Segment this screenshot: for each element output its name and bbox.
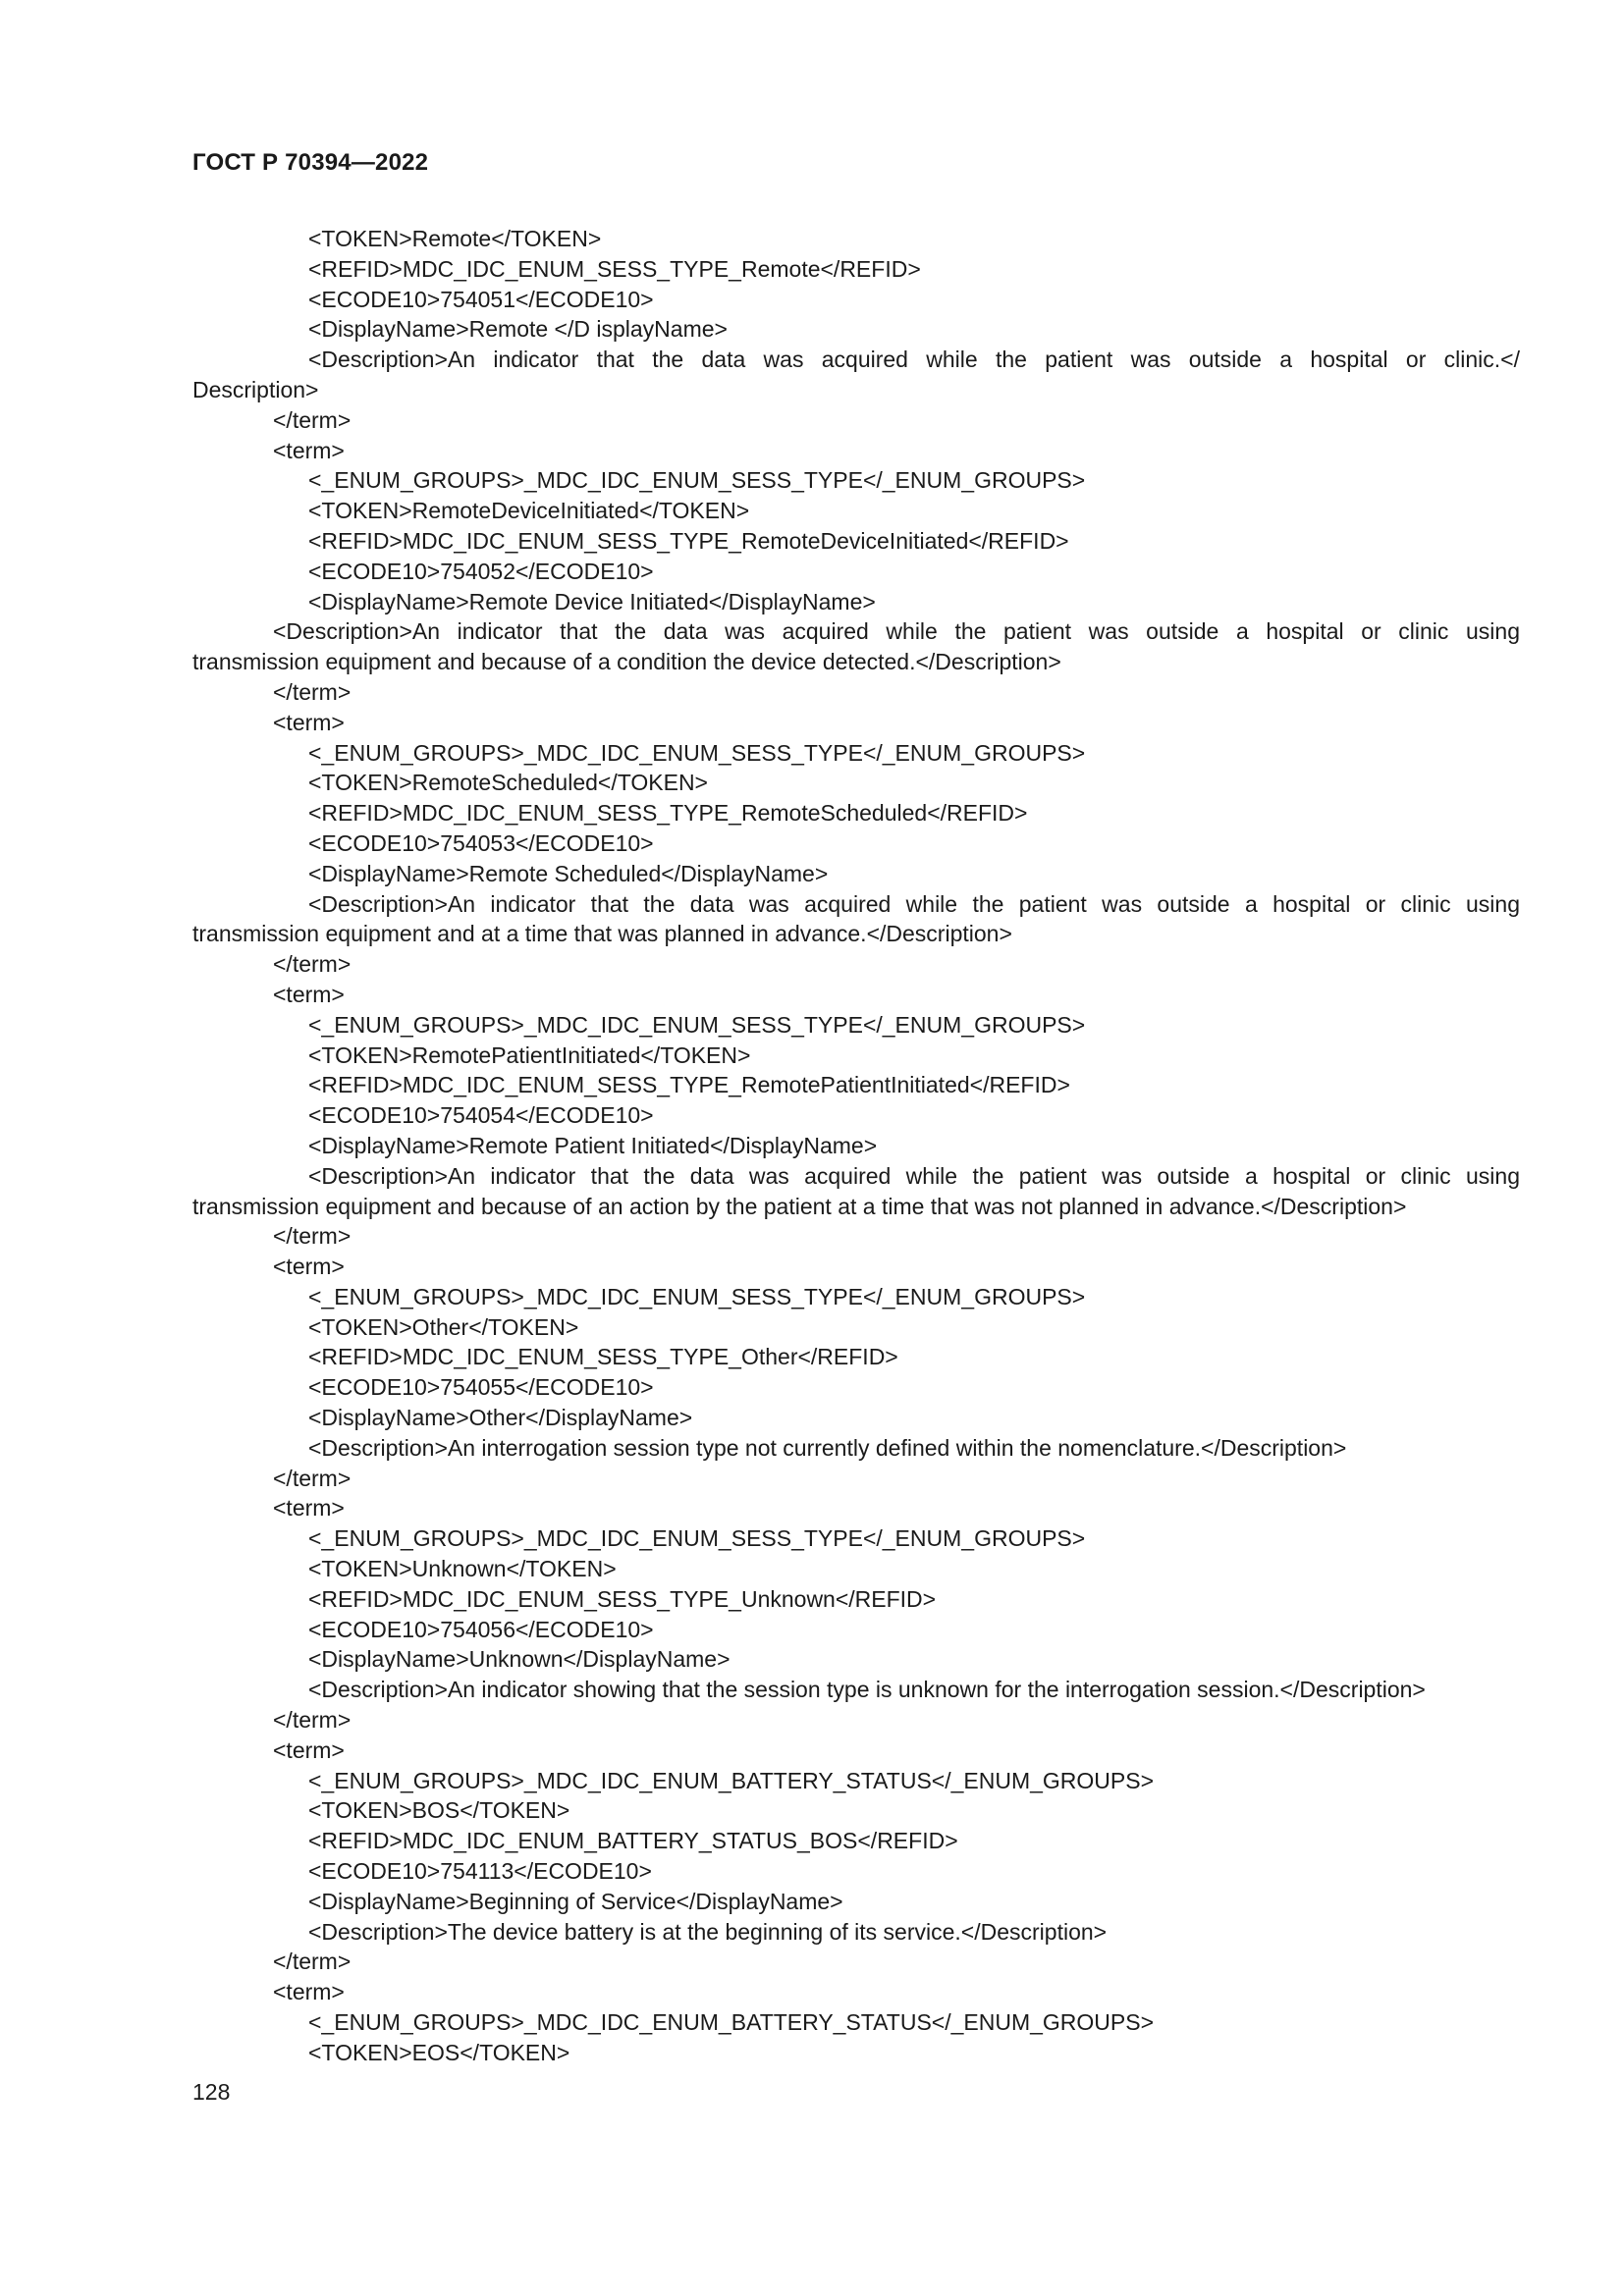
code-line: transmission equipment and because of a condition the device detected.</Description> — [192, 649, 1061, 675]
code-line: <TOKEN>BOS</TOKEN> — [308, 1797, 570, 1824]
code-line: <TOKEN>Remote</TOKEN> — [308, 226, 602, 251]
code-line: <ECODE10>754054</ECODE10> — [308, 1102, 654, 1129]
code-line: <term> — [273, 1979, 345, 2005]
code-line: <Description>An indicator that the data was acquired while the patient was outside a hospital or clinic.</ — [308, 347, 1520, 373]
code-line: <REFID>MDC_IDC_ENUM_SESS_TYPE_Remote</REFID> — [308, 255, 921, 282]
code-line: </term> — [273, 1465, 352, 1491]
code-line: <REFID>MDC_IDC_ENUM_SESS_TYPE_RemoteDeviceInitiated</REFID> — [308, 527, 1069, 554]
code-line: <term> — [273, 1736, 345, 1763]
code-line: <DisplayName>Unknown</DisplayName> — [308, 1646, 731, 1673]
code-line: <ECODE10>754052</ECODE10> — [308, 558, 654, 584]
code-line: <ECODE10>754051</ECODE10> — [308, 286, 654, 312]
code-line: <TOKEN>RemotePatientInitiated</TOKEN> — [308, 1041, 751, 1068]
code-line: <term> — [273, 1495, 345, 1522]
code-line: <ECODE10>754113</ECODE10> — [308, 1858, 652, 1885]
code-line: <REFID>MDC_IDC_ENUM_BATTERY_STATUS_BOS</REFID> — [308, 1828, 958, 1854]
code-line: <DisplayName>Beginning of Service</DisplayName> — [308, 1888, 843, 1914]
code-line: <Description>The device battery is at the beginning of its service.</Description> — [308, 1918, 1108, 1945]
code-line: <DisplayName>Remote Device Initiated</DisplayName> — [308, 588, 876, 614]
code-line: <ECODE10>754053</ECODE10> — [308, 829, 654, 856]
code-line: transmission equipment and because of an action by the patient at a time that was not planned in advance.</Description> — [192, 1193, 1407, 1219]
code-line: </term> — [273, 1707, 352, 1734]
code-line: <TOKEN>RemoteDeviceInitiated</TOKEN> — [308, 498, 750, 524]
code-line: </term> — [273, 1949, 352, 1975]
code-line: <_ENUM_GROUPS>_MDC_IDC_ENUM_SESS_TYPE</_ENUM_GROUPS> — [308, 1525, 1086, 1552]
code-line: <REFID>MDC_IDC_ENUM_SESS_TYPE_Other</REFID> — [308, 1344, 898, 1370]
code-line: Description> — [192, 376, 319, 402]
code-line: <Description>An interrogation session type not currently defined within the nomenclature.</Description> — [308, 1434, 1347, 1461]
code-line: <term> — [273, 709, 345, 735]
code-line: <Description>An indicator showing that the session type is unknown for the interrogation session.</Description> — [308, 1677, 1426, 1703]
code-line: <DisplayName>Remote Patient Initiated</DisplayName> — [308, 1132, 878, 1158]
code-line: </term> — [273, 406, 352, 433]
code-line: <_ENUM_GROUPS>_MDC_IDC_ENUM_SESS_TYPE</_ENUM_GROUPS> — [308, 739, 1086, 766]
code-line: <REFID>MDC_IDC_ENUM_SESS_TYPE_Unknown</REFID> — [308, 1585, 937, 1612]
code-line: <DisplayName>Remote Scheduled</DisplayName> — [308, 860, 829, 886]
code-line: <REFID>MDC_IDC_ENUM_SESS_TYPE_RemotePatientInitiated</REFID> — [308, 1072, 1070, 1098]
code-line: <DisplayName>Other</DisplayName> — [308, 1405, 693, 1431]
code-line: </term> — [273, 951, 352, 978]
code-line: <TOKEN>Unknown</TOKEN> — [308, 1556, 617, 1582]
code-line: </term> — [273, 678, 352, 705]
code-listing — [192, 224, 1520, 2068]
code-line: <TOKEN>EOS</TOKEN> — [308, 2039, 570, 2065]
code-line: <Description>An indicator that the data was acquired while the patient was outside a hospital or clinic using — [308, 890, 1520, 917]
code-line: <TOKEN>Other</TOKEN> — [308, 1313, 579, 1340]
code-line: <term> — [273, 1254, 345, 1280]
code-line: <_ENUM_GROUPS>_MDC_IDC_ENUM_BATTERY_STATUS</_ENUM_GROUPS> — [308, 2009, 1155, 2036]
code-line: <_ENUM_GROUPS>_MDC_IDC_ENUM_SESS_TYPE</_ENUM_GROUPS> — [308, 1011, 1086, 1038]
code-line: <_ENUM_GROUPS>_MDC_IDC_ENUM_BATTERY_STATUS</_ENUM_GROUPS> — [308, 1767, 1155, 1793]
code-line: <term> — [273, 981, 345, 1007]
code-line: <ECODE10>754055</ECODE10> — [308, 1374, 654, 1401]
code-line: <_ENUM_GROUPS>_MDC_IDC_ENUM_SESS_TYPE</_ENUM_GROUPS> — [308, 467, 1086, 494]
code-line: transmission equipment and at a time that was planned in advance.</Description> — [192, 921, 1012, 947]
code-line: <Description>An indicator that the data was acquired while the patient was outside a hospital or clinic using — [308, 1162, 1520, 1189]
code-line: <TOKEN>RemoteScheduled</TOKEN> — [308, 770, 708, 796]
code-line: </term> — [273, 1223, 352, 1250]
document-header: ГОСТ Р 70394—2022 — [192, 149, 429, 176]
code-line: <ECODE10>754056</ECODE10> — [308, 1616, 654, 1642]
page-number: 128 — [192, 2079, 231, 2105]
code-line: <_ENUM_GROUPS>_MDC_IDC_ENUM_SESS_TYPE</_ENUM_GROUPS> — [308, 1283, 1086, 1309]
code-line: <DisplayName>Remote </D isplayName> — [308, 316, 728, 343]
code-line: <term> — [273, 437, 345, 463]
code-line: <Description>An indicator that the data was acquired while the patient was outside a hospital or clinic using — [273, 618, 1520, 645]
code-line: <REFID>MDC_IDC_ENUM_SESS_TYPE_RemoteScheduled</REFID> — [308, 800, 1028, 827]
